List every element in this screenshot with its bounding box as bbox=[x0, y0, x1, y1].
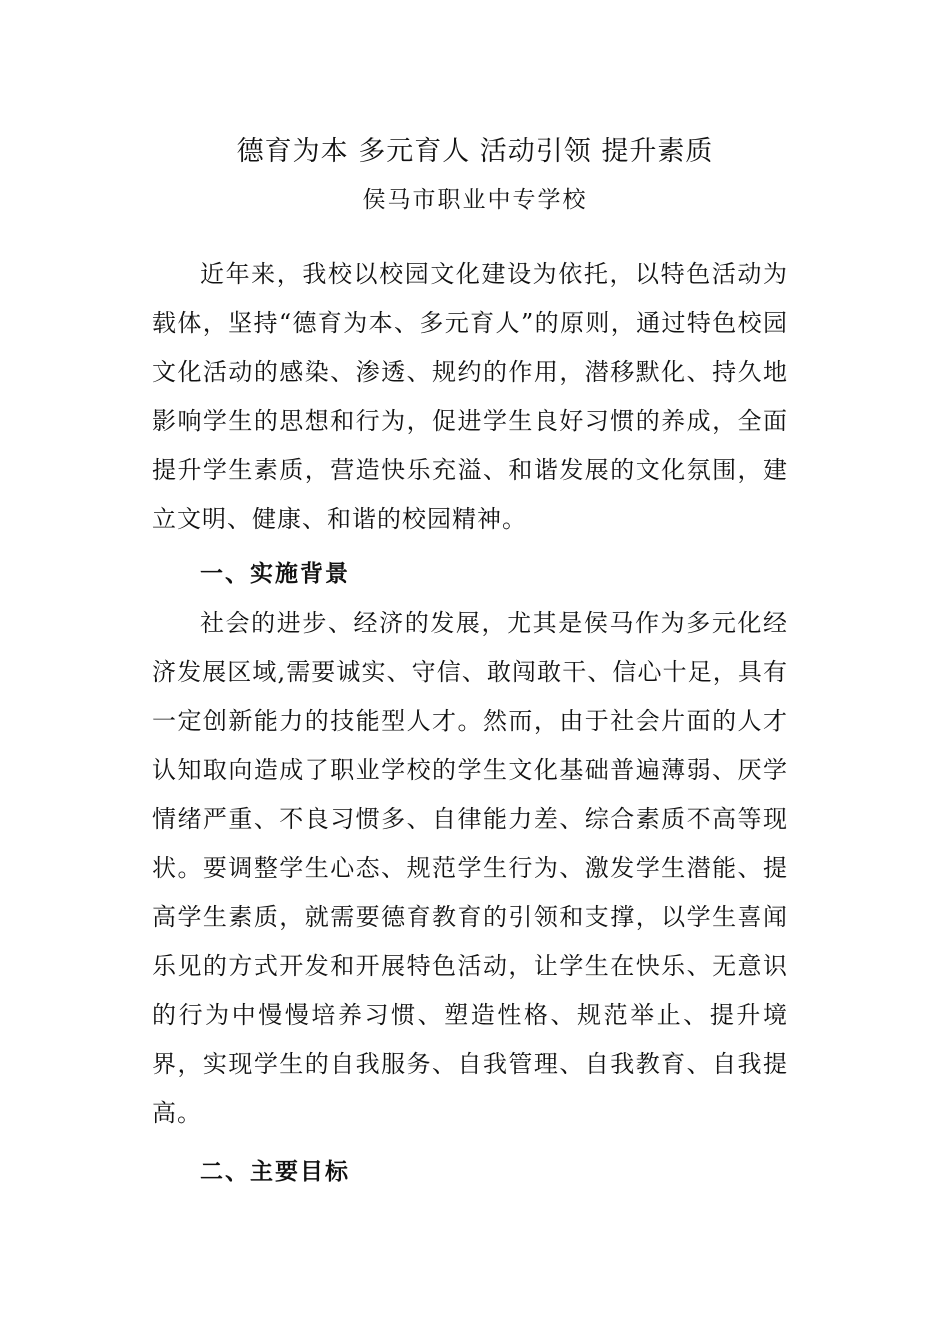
intro-paragraph: 近年来，我校以校园文化建设为依托，以特色活动为载体，坚持“德育为本、多元育人”的原则，通过特色校园文化活动的感染、渗透、规约的作用，潜移默化、持久地影响学生的思想和行为，促进学生良好习惯的养成，全面提升学生素质，营造快乐充溢、和谐发展的文化氛围，建立文明、健康、和谐的校园精神。 bbox=[152, 260, 788, 533]
document-title: 德育为本 多元育人 活动引领 提升素质 bbox=[236, 136, 714, 167]
section-1-paragraph: 社会的进步、经济的发展，尤其是侯马作为多元化经济发展区域,需要诚实、守信、敢闯敢干、信心十足，具有一定创新能力的技能型人才。然而，由于社会片面的人才认知取向造成了职业学校的学生文化基础普遍薄弱、厌学情绪严重、不良习惯多、自律能力差、综合素质不高等现状。要调整学生心态、规范学生行为、激发学生潜能、提高学生素质，就需要德育教育的引领和支撑，以学生喜闻乐见的方式开发和开展特色活动，让学生在快乐、无意识的行为中慢慢培养习惯、塑造性格、规范举止、提升境界，实现学生的自我服务、自我管理、自我教育、自我提高。 bbox=[152, 609, 788, 1127]
section-2-heading: 二、主要目标 bbox=[200, 1159, 350, 1185]
section-1-heading: 一、实施背景 bbox=[200, 561, 350, 587]
document-subtitle: 侯马市职业中专学校 bbox=[362, 187, 588, 213]
